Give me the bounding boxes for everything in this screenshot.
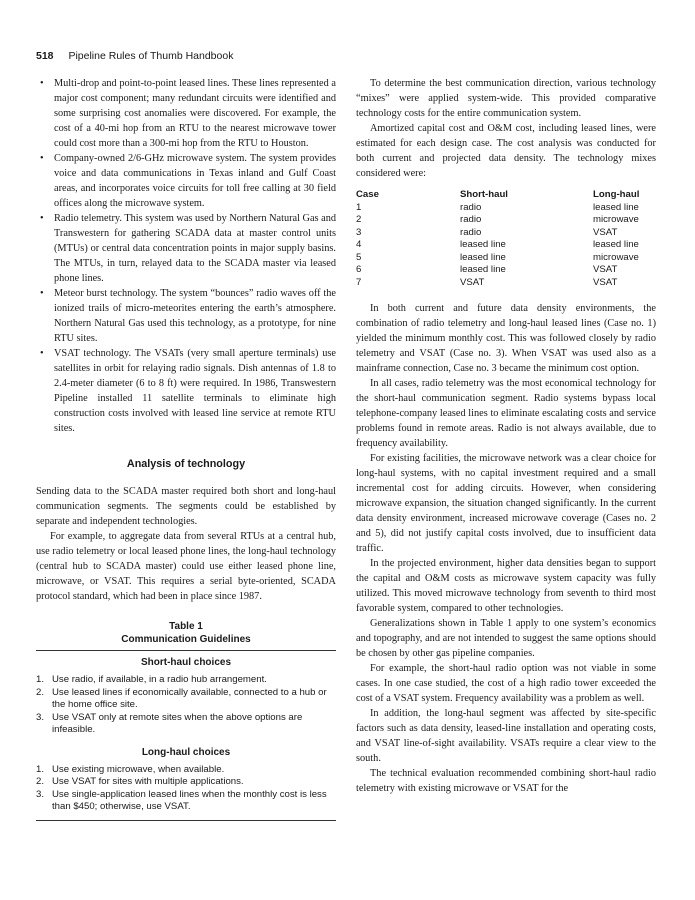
right-column <box>356 76 656 796</box>
technology-bullet-list <box>36 76 336 436</box>
bullet-icon: • <box>40 78 44 89</box>
bullet-icon: • <box>40 213 44 224</box>
table-1 <box>36 620 336 821</box>
table-cell: 3 <box>356 226 362 238</box>
paragraph: In both current and future data density environments, the combination of radio telemetry and long-haul leased lines (Case no. 1) yielded the minimum monthly cost. This was followed closely by radio telemetry and VSAT (Case no. 3). When VSAT was used also as a mainframe connection, Case no. 3 became the minimum cost option. <box>356 303 656 374</box>
analysis-body <box>36 484 336 604</box>
bullet-text: VSAT technology. The VSATs (very small aperture terminals) use satellites in orbit for relaying radio signals. Dish antennas of 1.8 to 2.4-meter diameter (6 to 8 ft) were required. In 1986, Transwestern Pipeline installed 11 satellite terminals to eliminate high construction costs involved with leased line service at remote RTU sites. <box>54 348 336 434</box>
page-number: 518 <box>36 50 54 62</box>
item-number: 3. <box>36 788 45 800</box>
table-cell: 7 <box>356 276 362 288</box>
table-cell: VSAT <box>593 226 618 238</box>
item-text: Use existing microwave, when available. <box>52 763 225 775</box>
item-number: 2. <box>36 686 45 698</box>
paragraph: Generalizations shown in Table 1 apply to one system’s economics and topography, and are not intended to suggest the same options should be chosen by other gas pipeline companies. <box>356 618 656 659</box>
table-cell: microwave <box>593 214 639 225</box>
table-title: Communication Guidelines <box>121 634 251 645</box>
table-cell: leased line <box>460 239 506 250</box>
paragraph: For example, to aggregate data from several RTUs at a central hub, use radio telemetry or local leased phone lines, the long-haul technology (central hub to SCADA master) could use either leased phone line, microwave, or VSAT. This requires a serial byte-oriented, SCADA protocol standard, which had been in place since 1987. <box>36 531 336 602</box>
table-row <box>356 264 656 277</box>
table-cell: 2 <box>356 214 362 225</box>
table-top-rule <box>36 650 336 651</box>
bullet-icon: • <box>40 288 44 299</box>
table-cell: radio <box>460 201 482 213</box>
table-cell: VSAT <box>593 264 618 275</box>
paragraph: To determine the best communication direction, various technology “mixes” were applied system-wide. This provided comparative technology costs for the entire communication system. <box>356 78 656 119</box>
list-item <box>36 776 336 789</box>
table-row <box>356 252 656 265</box>
list-item <box>36 687 336 712</box>
table-row <box>356 277 656 290</box>
item-text: Use VSAT only at remote sites when the above options are infeasible. <box>52 711 303 735</box>
table-cell: 6 <box>356 264 362 275</box>
paragraph: In the projected environment, higher data densities began to support the capital and O&M costs as microwave system capacity was fully utilized. This moved microwave technology from seventh to third most favorable system, compared to other technologies. <box>356 558 656 614</box>
item-text: Use radio, if available, in a radio hub arrangement. <box>52 674 267 685</box>
item-text: Use VSAT for sites with multiple applications. <box>52 776 244 787</box>
table-cell: 4 <box>356 239 362 250</box>
item-text: Use leased lines if economically available, connected to a hub or the home office site. <box>52 686 327 710</box>
long-haul-list <box>36 764 336 814</box>
item-number: 2. <box>36 776 45 787</box>
left-column <box>36 76 336 821</box>
table-row <box>356 239 656 252</box>
table-cell: microwave <box>593 251 639 263</box>
short-haul-heading: Short-haul choices <box>140 657 231 668</box>
table-row <box>356 202 656 215</box>
table-row <box>356 214 656 227</box>
bullet-icon: • <box>40 153 44 164</box>
paragraph: For example, the short-haul radio option was not viable in some cases. In one case studied, the cost of a high radio tower exceeded the cost of a VSAT system. Frequency availability was a problem as well. <box>356 663 656 704</box>
table-row <box>356 227 656 240</box>
list-item <box>36 346 336 436</box>
section-heading: Analysis of technology <box>126 458 246 470</box>
table-cell: leased line <box>593 201 639 213</box>
table-bottom-rule <box>36 820 336 821</box>
list-item <box>36 674 336 687</box>
table-cell: leased line <box>460 251 506 263</box>
table-label: Table 1 <box>169 621 203 632</box>
column-header-long-haul: Long-haul <box>593 189 640 200</box>
list-item <box>36 151 336 211</box>
list-item <box>36 712 336 737</box>
list-item <box>36 211 336 286</box>
table-cell: radio <box>460 214 482 225</box>
table-cell: 5 <box>356 251 362 263</box>
bullet-icon: • <box>40 348 44 359</box>
item-number: 3. <box>36 711 45 723</box>
table-header-row <box>356 189 656 202</box>
table-cell: leased line <box>460 264 506 275</box>
item-text: Use single-application leased lines when the monthly cost is less than $450; otherwise, use VSAT. <box>52 788 327 812</box>
list-item <box>36 286 336 346</box>
bullet-text: Company-owned 2/6-GHz microwave system. The system provides voice and data communications in Texas inland and Gulf Coast areas, and incorporates voice circuits for toll free calling at 30 field offices along the microwave system. <box>54 153 336 209</box>
table-cell: radio <box>460 226 482 238</box>
paragraph: In all cases, radio telemetry was the most economical technology for the short-haul communication segment. Radio systems bypass local telephone-company leased lines to eliminate escalating costs and service problems found in remote areas. Radio is not always available, due to frequency availability. <box>356 378 656 449</box>
table-cell: VSAT <box>593 276 618 288</box>
bullet-text: Radio telemetry. This system was used by Northern Natural Gas and Transwestern for gathering SCADA data at master control units (MTUs) or central data concentration points in major supply basins. The MTUs, in turn, relayed data to the SCADA master via leased phone lines. <box>54 213 336 284</box>
results-body <box>356 301 656 796</box>
list-item <box>36 789 336 814</box>
bullet-text: Multi-drop and point-to-point leased lines. These lines represented a major cost component; many redundant circuits were identified and some surprising cost anomalies were discovered. For example, the cost of a 40-mi hop from an RTU to the nearest microwave tower could cost more than a 300-mi hop from the RTU to Houston. <box>54 78 336 149</box>
long-haul-heading: Long-haul choices <box>141 746 231 758</box>
list-item <box>36 764 336 777</box>
column-header-case: Case <box>356 189 379 200</box>
running-title: Pipeline Rules of Thumb Handbook <box>68 50 234 62</box>
bullet-text: Meteor burst technology. The system “bounces” radio waves off the ionized trails of micro-meteorites entering the earth’s atmosphere. Northern Natural Gas used this technology, as a prototype, for nine RTU sites. <box>54 288 336 344</box>
table-cell: VSAT <box>460 276 485 288</box>
paragraph: Amortized capital cost and O&M cost, including leased lines, were estimated for each design case. The cost analysis was conducted for both current and projected data density. The technology mixes considered were: <box>356 123 656 179</box>
paragraph: Sending data to the SCADA master required both short and long-haul communication segments. The segments could be established by separate and independent technologies. <box>36 486 336 527</box>
list-item <box>36 76 336 151</box>
paragraph: For existing facilities, the microwave network was a clear choice for long-haul systems, with no capital investment required and a small incremental cost for adding circuits. However, when considering microwave expansion, the situation changed significantly. In the current data density environment, increased microwave coverage (Cases no. 2 and 5), did not justify capital costs involved, due to insufficient data traffic. <box>356 453 656 554</box>
table-cell: 1 <box>356 201 362 213</box>
table-cell: leased line <box>593 239 639 250</box>
paragraph: In addition, the long-haul segment was affected by site-specific factors such as data density, leased-line installation and operating costs, and VSAT line-of-sight availability. VSATs require a clear view to the south. <box>356 708 656 764</box>
paragraph: The technical evaluation recommended combining short-haul radio telemetry with existing microwave or VSAT for the <box>356 768 656 794</box>
item-number: 1. <box>36 763 45 775</box>
technology-mix-table <box>356 189 656 289</box>
intro-body <box>356 76 656 181</box>
column-header-short-haul: Short-haul <box>460 189 508 200</box>
short-haul-list <box>36 674 336 737</box>
page-header <box>36 50 233 62</box>
item-number: 1. <box>36 674 45 685</box>
